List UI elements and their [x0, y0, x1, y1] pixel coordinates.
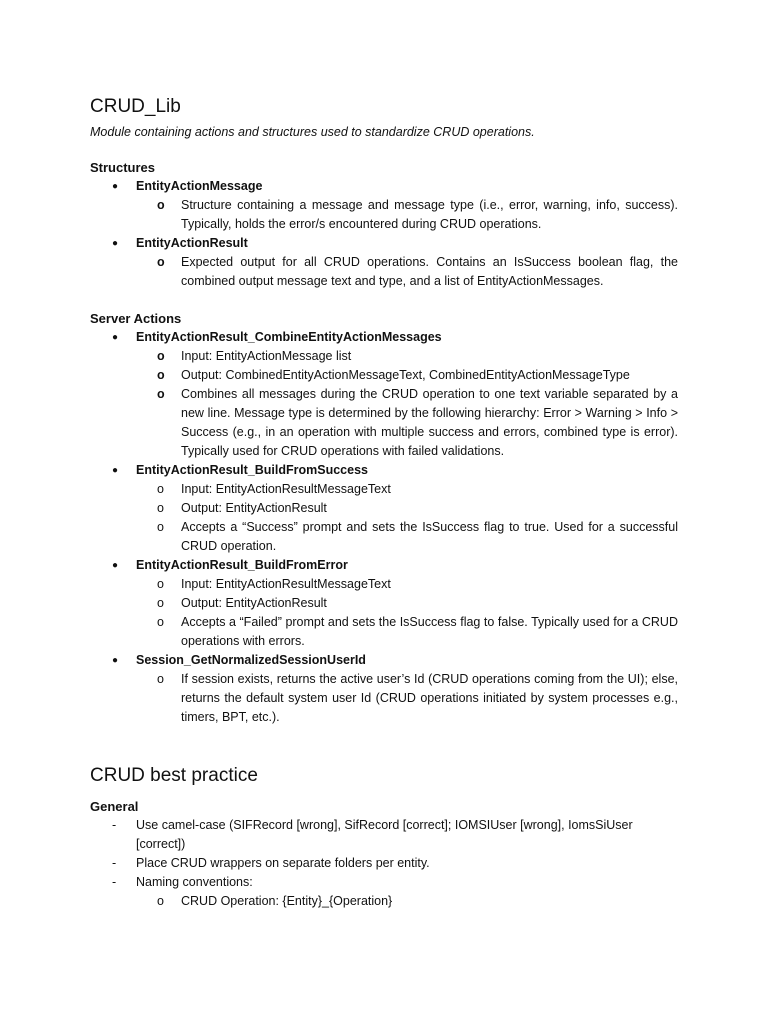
- server-action-detail: o Output: CombinedEntityActionMessageText, CombinedEntityActionMessageType: [157, 368, 630, 382]
- server-action-detail: o Output: EntityActionResult: [157, 596, 327, 610]
- general-item: - Naming conventions:: [112, 875, 253, 889]
- server-action-item: ● EntityActionResult_CombineEntityActionMessages: [112, 330, 442, 344]
- server-action-item: ● Session_GetNormalizedSessionUserId: [112, 653, 366, 667]
- server-action-detail: o Accepts a “Success” prompt and sets the IsSuccess flag to true. Used for a successful CRUD operation.: [157, 520, 678, 553]
- server-action-detail: o Input: EntityActionResultMessageText: [157, 482, 391, 496]
- document-title: CRUD_Lib: [90, 96, 181, 117]
- server-action-detail: o Accepts a “Failed” prompt and sets the IsSuccess flag to false. Typically used for a CRUD operations with errors.: [157, 615, 678, 648]
- best-practice-title: CRUD best practice: [90, 765, 258, 786]
- structure-detail: o Expected output for all CRUD operations. Contains an IsSuccess boolean flag, the combined output message text and type, and a list of EntityActionMessages.: [157, 255, 678, 288]
- structures-heading: Structures: [90, 160, 156, 175]
- structure-item: ● EntityActionResult: [112, 236, 248, 250]
- server-action-detail: o Combines all messages during the CRUD operation to one text variable separated by a new line. Message type is determined by the following hierarchy: Error > Warning > Info > Success (e.g., in an operation with multiple success and errors, combined type is error). Typically used for CRUD operations with failed validations.: [157, 387, 678, 458]
- server-action-item: ● EntityActionResult_BuildFromError: [112, 558, 348, 572]
- general-item: - Place CRUD wrappers on separate folders per entity.: [112, 856, 430, 870]
- general-heading: General: [90, 799, 139, 814]
- general-item: - Use camel-case (SIFRecord [wrong], SifRecord [correct]; IOMSIUser [wrong], IomsSiUser [correct]): [112, 818, 633, 851]
- server-action-detail: o If session exists, returns the active user’s Id (CRUD operations coming from the UI); else, returns the default system user Id (CRUD operations initiated by system processes e.g., timers, BPT, etc.).: [157, 672, 678, 724]
- document-subtitle: Module containing actions and structures used to standardize CRUD operations.: [90, 125, 535, 139]
- server-action-detail: o Output: EntityActionResult: [157, 501, 327, 515]
- server-action-detail: o Input: EntityActionResultMessageText: [157, 577, 391, 591]
- server-actions-heading: Server Actions: [90, 311, 182, 326]
- server-action-detail: o Input: EntityActionMessage list: [157, 349, 352, 363]
- document-page: [90, 94, 678, 911]
- structure-detail: o Structure containing a message and message type (i.e., error, warning, info, success). Typically, holds the error/s encountered during CRUD operations.: [157, 198, 678, 231]
- structures-list: [90, 177, 678, 291]
- server-actions-list: [90, 328, 678, 727]
- structure-item: ● EntityActionMessage: [112, 179, 263, 193]
- naming-convention-item: o CRUD Operation: {Entity}_{Operation}: [157, 894, 393, 908]
- general-list: [90, 816, 678, 911]
- server-action-item: ● EntityActionResult_BuildFromSuccess: [112, 463, 368, 477]
